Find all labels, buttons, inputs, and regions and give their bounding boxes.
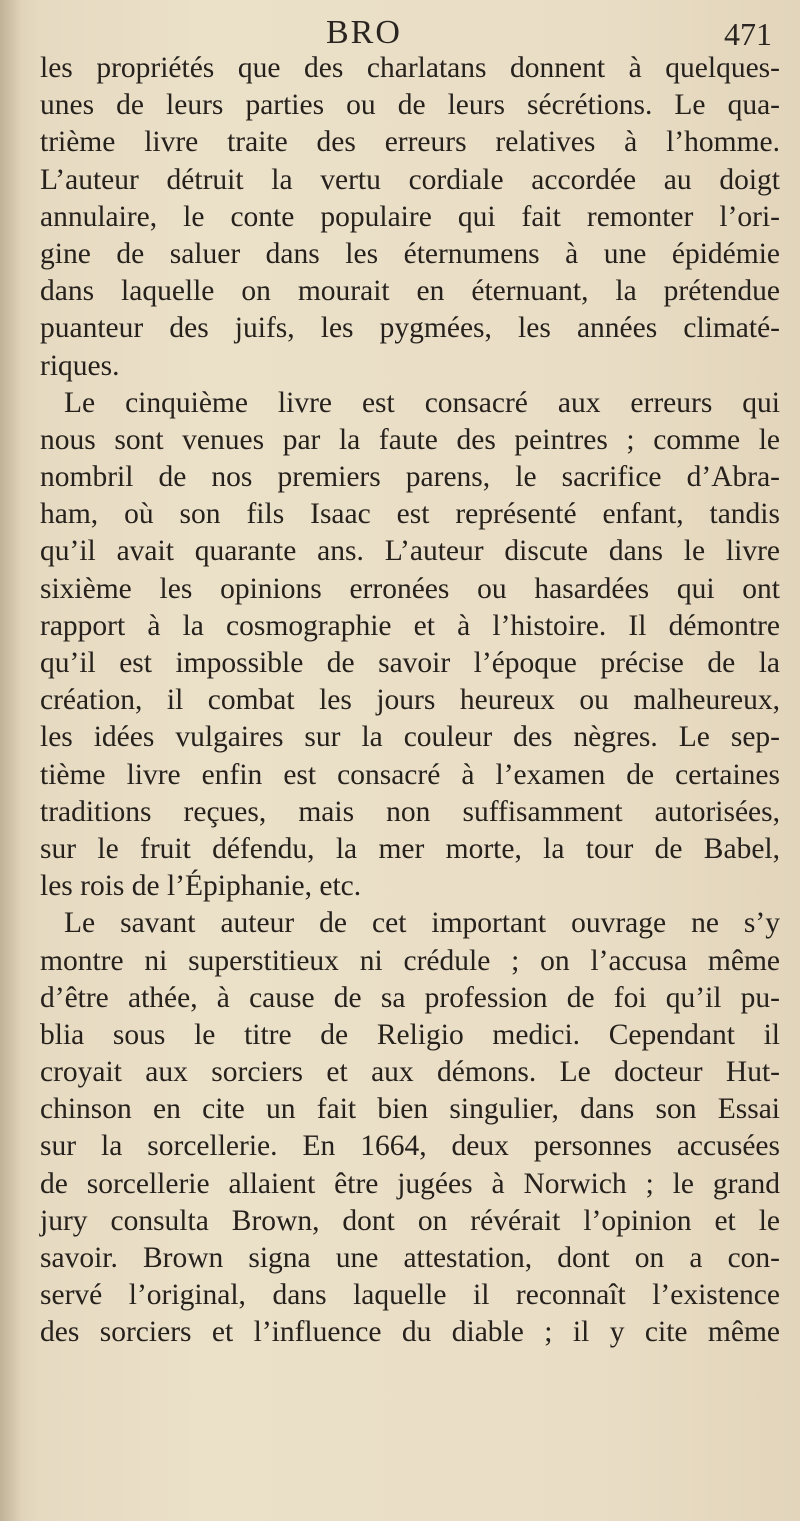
text-line: nombril de nos premiers parens, le sacrifice d’Abra- (40, 461, 780, 494)
text-line: trième livre traite des erreurs relatives à l’homme. (40, 126, 780, 159)
text-line: sur la sorcellerie. En 1664, deux personnes accusées (40, 1130, 780, 1163)
text-line: Le savant auteur de cet important ouvrage ne s’y (64, 907, 780, 940)
text-line: traditions reçues, mais non suffisamment autorisées, (40, 795, 780, 828)
running-head (0, 12, 800, 52)
text-line: ham, où son fils Isaac est représenté enfant, tandis (40, 498, 780, 531)
text-line: savoir. Brown signa une attestation, dont on a con- (40, 1242, 780, 1274)
page-gutter-shadow (0, 0, 22, 1521)
text-line: L’auteur détruit la vertu cordiale accordée au doigt (40, 163, 780, 196)
text-line: des sorciers et l’influence du diable ; il y cite même (40, 1316, 780, 1349)
text-line: les idées vulgaires sur la couleur des nègres. Le sep- (40, 721, 780, 754)
text-line: puanteur des juifs, les pygmées, les années climaté- (40, 312, 780, 345)
text-line: nous sont venues par la faute des peintres ; comme le (40, 423, 780, 456)
text-line: gine de saluer dans les éternumens à une épidémie (40, 237, 780, 270)
text-line: blia sous le titre de Religio medici. Cependant il (40, 1018, 780, 1051)
text-line: jury consulta Brown, dont on révérait l’opinion et le (40, 1204, 780, 1237)
text-line: montre ni superstitieux ni crédule ; on l’accusa même (40, 944, 780, 977)
text-line: sixième les opinions erronées ou hasardées qui ont (40, 572, 780, 605)
text-line: unes de leurs parties ou de leurs sécrétions. Le qua- (40, 89, 780, 122)
page-number: 471 (724, 16, 772, 52)
text-line: riques. (40, 349, 120, 382)
text-line: les rois de l’Épiphanie, etc. (40, 870, 362, 903)
text-line: sur le fruit défendu, la mer morte, la tour de Babel, (40, 832, 780, 865)
text-line: annulaire, le conte populaire qui fait remonter l’ori- (40, 200, 780, 233)
text-line: dans laquelle on mourait en éternuant, la prétendue (40, 275, 780, 308)
text-line: servé l’original, dans laquelle il reconnaît l’existence (40, 1279, 780, 1312)
text-line: de sorcellerie allaient être jugées à Norwich ; le grand (40, 1167, 780, 1200)
running-head-title: BRO (326, 14, 402, 51)
body-text (40, 50, 780, 1352)
text-line: les propriétés que des charlatans donnent à quelques- (40, 52, 780, 84)
text-line: qu’il est impossible de savoir l’époque précise de la (40, 647, 780, 679)
text-line: création, il combat les jours heureux ou malheureux, (40, 684, 780, 717)
text-line: rapport à la cosmographie et à l’histoire. Il démontre (40, 609, 780, 642)
text-line: croyait aux sorciers et aux démons. Le docteur Hut- (40, 1056, 780, 1089)
text-line: chinson en cite un fait bien singulier, dans son Essai (40, 1093, 780, 1126)
text-line: d’être athée, à cause de sa profession de foi qu’il pu- (40, 981, 780, 1014)
text-line: Le cinquième livre est consacré aux erreurs qui (64, 386, 780, 419)
text-line: tième livre enfin est consacré à l’examen de certaines (40, 758, 780, 791)
text-line: qu’il avait quarante ans. L’auteur discute dans le livre (40, 535, 780, 568)
